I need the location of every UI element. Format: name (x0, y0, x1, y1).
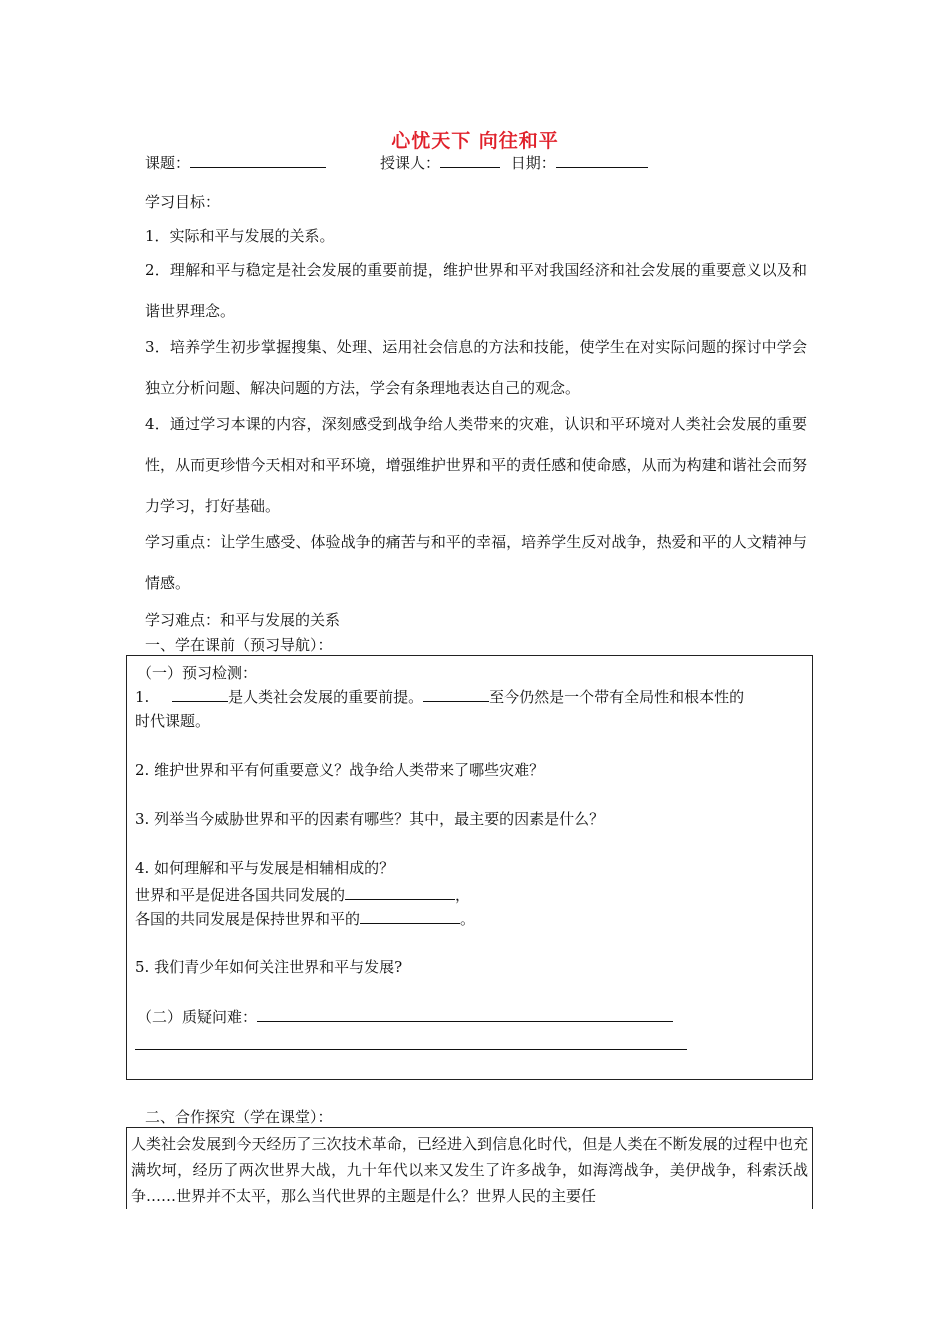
objective-1: 1．实际和平与发展的关系。 (145, 227, 335, 245)
teacher-label: 授课人： (380, 154, 441, 172)
question-2: 2. 维护世界和平有何重要意义？战争给人类带来了哪些灾难？ (135, 761, 545, 779)
questions-blank-1[interactable] (257, 1006, 673, 1022)
q1-number: 1. (135, 688, 150, 706)
section1-heading: 一、学在课前（预习导航）： (145, 636, 333, 654)
q1-blank-b[interactable] (423, 686, 489, 702)
questions-label: （二）质疑问难： (137, 1008, 258, 1026)
teacher-blank[interactable] (440, 152, 500, 168)
q1-text-b: 至今仍然是一个带有全局性和根本性的 (489, 688, 745, 706)
objective-4: 4．通过学习本课的内容，深刻感受到战争给人类带来的灾难，认识和平环境对人类社会发展的重要性，从而更珍惜今天相对和平环境，增强维护世界和平的责任感和使命感，从而为构建和谐社会而努力学习，打好基础。 (145, 415, 807, 515)
date-label: 日期： (510, 154, 556, 172)
preview-box (126, 655, 813, 1080)
inquiry-text: 人类社会发展到今天经历了三次技术革命，已经进入到信息化时代，但是人类在不断发展的过程中也充满坎坷，经历了两次世界大战，九十年代以来又发生了许多战争，如海湾战争，美伊战争，科索沃战争……世界并不太平，那么当代世界的主题是什么？世界人民的主要任 (131, 1135, 808, 1205)
q4-text-a: 世界和平是促进各国共同发展的 (135, 886, 346, 904)
objectives-heading: 学习目标： (145, 193, 221, 211)
questions-blank-2[interactable] (135, 1049, 687, 1050)
question-1 (135, 686, 744, 707)
q1-blank-a[interactable] (172, 686, 228, 702)
q4-blank-a[interactable] (345, 884, 455, 900)
difficulty: 学习难点：和平与发展的关系 (145, 611, 341, 629)
page-title: 心忧天下 向往和平 (391, 130, 559, 152)
objective-3: 3．培养学生初步掌握搜集、处理、运用社会信息的方法和技能，使学生在对实际问题的探讨中学会独立分析问题、解决问题的方法，学会有条理地表达自己的观念。 (145, 338, 807, 397)
meta-row-right (380, 152, 648, 173)
q4-end-a: ， (455, 886, 471, 904)
topic-blank[interactable] (190, 152, 326, 168)
objective-2: 2．理解和平与稳定是社会发展的重要前提，维护世界和平对我国经济和社会发展的重要意义以及和谐世界理念。 (145, 261, 807, 320)
key-points: 学习重点：让学生感受、体验战争的痛苦与和平的幸福，培养学生反对战争，热爱和平的人文精神与情感。 (145, 533, 807, 592)
q1-text-a: 是人类社会发展的重要前提。 (228, 688, 424, 706)
q1-continuation: 时代课题。 (135, 712, 211, 730)
questions-row (137, 1006, 673, 1027)
question-4: 4. 如何理解和平与发展是相辅相成的？ (135, 859, 395, 877)
q4-text-b: 各国的共同发展是保持世界和平的 (135, 910, 361, 928)
topic-label: 课题： (145, 154, 191, 172)
q4-line-a (135, 884, 470, 905)
question-3: 3. 列举当今威胁世界和平的因素有哪些？其中，最主要的因素是什么？ (135, 810, 605, 828)
date-blank[interactable] (556, 152, 648, 168)
q4-blank-b[interactable] (360, 908, 460, 924)
q4-end-b: 。 (460, 910, 476, 928)
inquiry-box (126, 1127, 813, 1209)
section2-heading: 二、合作探究（学在课堂）： (145, 1108, 333, 1126)
question-5: 5. 我们青少年如何关注世界和平与发展? (135, 958, 403, 976)
preview-check-heading: （一）预习检测： (137, 664, 258, 682)
meta-row (145, 152, 326, 173)
q4-line-b (135, 908, 475, 929)
